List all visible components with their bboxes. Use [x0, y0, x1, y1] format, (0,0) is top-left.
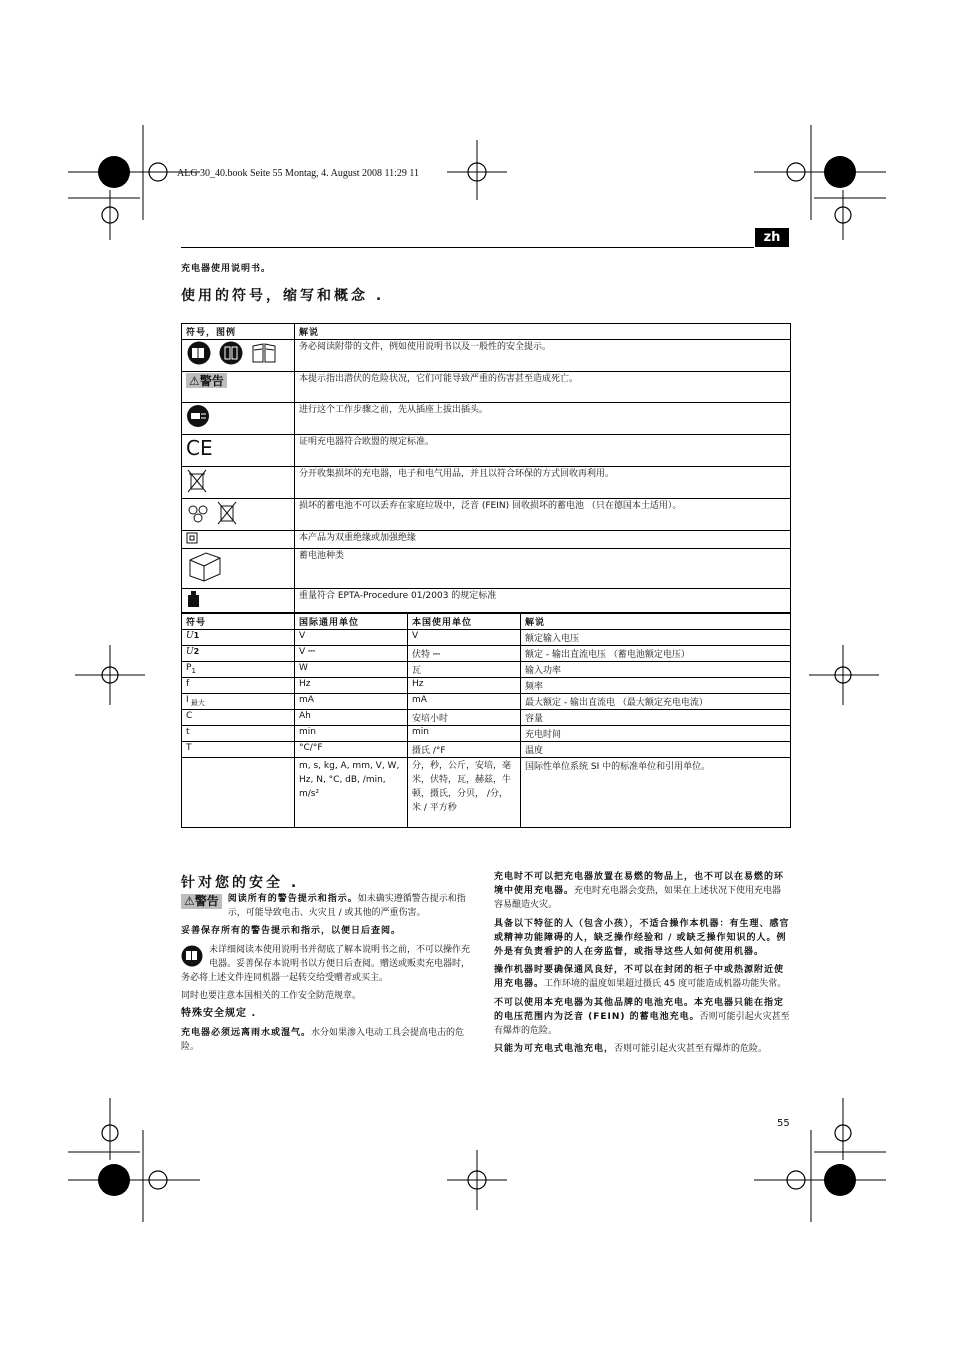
table-row: C Ah 安培小时 容量	[182, 710, 791, 726]
symbols-row-text: 损坏的蓄电池不可以丢弃在家庭垃圾中，泛音 (FEIN) 回收损坏的蓄电池 （只在德国本土适用）。	[295, 499, 791, 531]
double-insulation-icon	[186, 532, 198, 544]
page-number: 55	[777, 1118, 790, 1129]
safety-right-column: 充电时不可以把充电器放置在易燃的物品上，也不可以在易燃的环境中使用充电器。充电时充电器会变热，如果在上述状况下使用充电器容易酿造火灾。 具备以下特征的人（包含小孩），不适合操作本机器：有生理、感官或精神功能障碍的人，缺乏操作经验和 / 或缺乏操作知识的人。例外是有负责看护的人在旁监督，或指导这些人如何使用机器。 操作机器时要确保通风良好，不可以在封闭的柜子中或热源附近使用充电器。工作环境的温度如果超过摄氏 45 度可能造成机器功能失常。 不可以使用本充电器为其他品牌的电池充电。本充电器只能在指定的电压范围内为泛音 (FEIN) 的蓄电池充电。否则可能引起火灾甚至有爆炸的危险。 只能为可充电式电池充电，否则可能引起火灾甚至有爆炸的危险。	[494, 872, 790, 1055]
weight-icon	[186, 590, 200, 608]
safety-left-column: ⚠ 警告 阅读所有的警告提示和指示。如未确实遵循警告提示和指示，可能导致电击、火灾且 / 或其他的严重伤害。 妥善保存所有的警告提示和指示，以便日后查阅。 未详细阅读本使用说明书并彻底了解本说明书之前，不可以操作充电器。妥善保存本说明书以方便日后查阅。赠送或贩卖充电器时，务必将上述文件连同机器一起转交给受赠者或买主。 同时也要注意本国相关的工作安全防范规章。 特殊安全规定 . 充电器必须远离雨水或湿气。水分如果渗入电动工具会提高电击的危险。	[181, 894, 471, 1052]
table-row: U1 V V 额定输入电压	[182, 630, 791, 646]
units-header-desc: 解说	[521, 614, 791, 630]
battery-bin-icon	[216, 500, 238, 526]
symbols-row-text: 蓄电池种类	[295, 549, 791, 589]
symbols-row-text: 进行这个工作步骤之前，先从插座上拔出插头。	[295, 403, 791, 435]
read-manual-icon	[181, 945, 203, 967]
battery-recycle-icons	[186, 500, 290, 526]
read-manual-icons	[186, 341, 290, 365]
open-book-icon	[250, 341, 278, 365]
symbols-row-text: 分开收集损坏的充电器，电子和电气用品，并且以符合环保的方式回收再利用。	[295, 467, 791, 499]
table-row: U2 V ⎓ 伏特 ⎓ 额定 - 输出直流电压 （蓄电池额定电压）	[182, 646, 791, 662]
read-manual-icon	[186, 341, 212, 365]
ce-mark-icon: CE	[186, 436, 213, 460]
book-icon	[218, 341, 244, 365]
table-row: m, s, kg, A, mm, V, W, Hz, N, °C, dB, /min, m/s² 分，秒，公斤，安培，毫米，伏特，瓦，赫兹，牛顿，摄氏，分贝， /分，米 / 平方秒 国际性单位系统 SI 中的标准单位和引用单位。	[182, 758, 791, 828]
battery-type-icon	[186, 550, 224, 584]
page-title: 使用的符号，缩写和概念 .	[181, 288, 385, 304]
table-row: f Hz Hz 频率	[182, 678, 791, 694]
units-header-intl: 国际通用单位	[295, 614, 408, 630]
symbols-row-text: 本提示指出潜伏的危险状况，它们可能导致严重的伤害甚至造成死亡。	[295, 372, 791, 403]
warning-triangle-icon: ⚠	[189, 373, 200, 388]
units-header-local: 本国使用单位	[408, 614, 521, 630]
subtitle: 充电器使用说明书。	[181, 264, 272, 274]
safety-warning-badge: ⚠ 警告	[181, 894, 222, 909]
symbols-row-text: 务必阅读附带的文件，例如使用说明书以及一般性的安全提示。	[295, 340, 791, 372]
unplug-icon	[186, 404, 210, 428]
symbols-row-text: 证明充电器符合欧盟的规定标准。	[295, 435, 791, 467]
units-table	[181, 613, 791, 828]
file-info: ALG 30_40.book Seite 55 Montag, 4. August 2008 11:29 11	[177, 168, 420, 179]
symbols-header-symbol: 符号，图例	[182, 324, 295, 340]
recycle-icon	[186, 502, 210, 524]
symbols-header-desc: 解说	[295, 324, 791, 340]
table-row: T °C/°F 摄氏 /°F 温度	[182, 742, 791, 758]
symbols-row-text: 本产品为双重绝缘或加强绝缘	[295, 531, 791, 549]
warning-badge: ⚠ 警告	[186, 373, 227, 388]
table-row: $P_1$ W 瓦 输入功率	[182, 662, 791, 678]
symbols-table	[181, 323, 791, 613]
language-tab: zh	[755, 228, 789, 247]
header-rule	[181, 247, 754, 248]
units-header-symbol: 符号	[182, 614, 295, 630]
safety-title: 针对您的安全 .	[181, 875, 300, 891]
warning-triangle-icon: ⚠	[184, 894, 195, 909]
table-row: t min min 充电时间	[182, 726, 791, 742]
symbols-row-text: 重量符合 EPTA-Procedure 01/2003 的规定标准	[295, 589, 791, 613]
table-row: I $_{最大}$ mA mA 最大额定 - 输出直流电 （最大额定充电电流）	[182, 694, 791, 710]
weee-bin-icon	[186, 468, 208, 494]
